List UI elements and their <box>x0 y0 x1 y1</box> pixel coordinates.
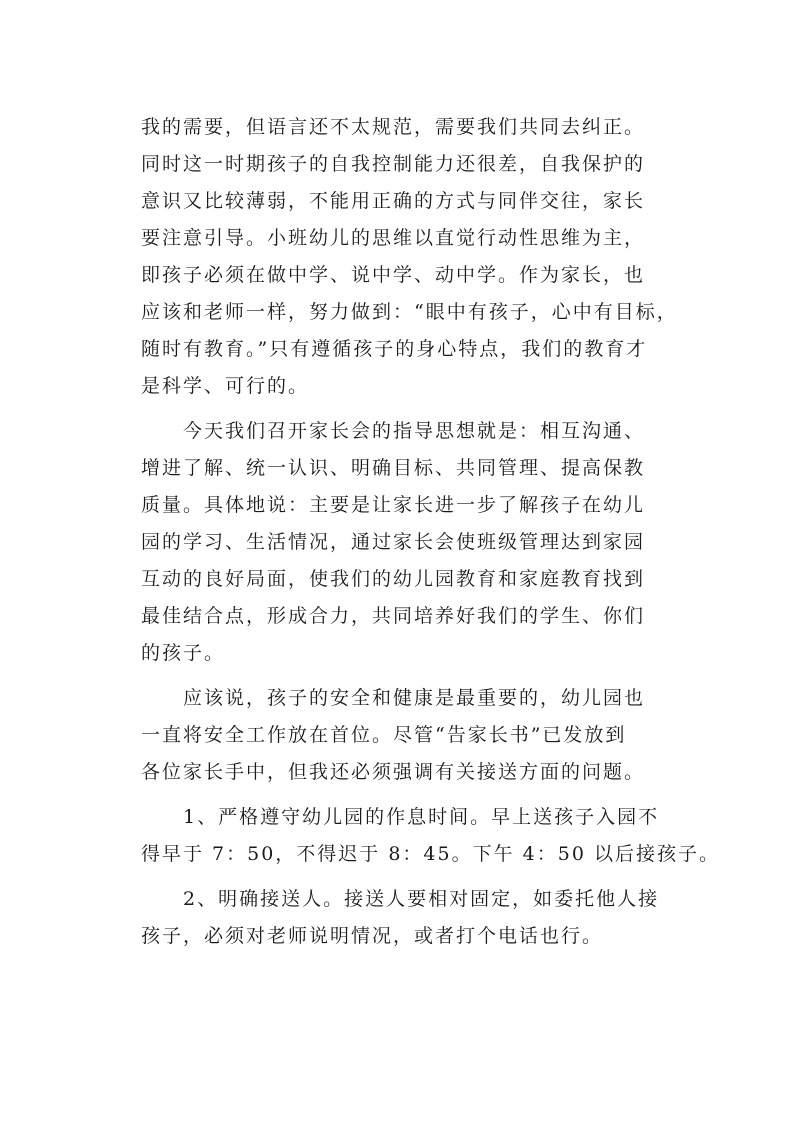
text-line: 一直将安全工作放在首位。尽管“告家长书”已发放到 <box>141 724 627 746</box>
text-line: 各位家长手中，但我还必须强调有关接送方面的问题。 <box>141 761 646 783</box>
text-line: 同时这一时期孩子的自我控制能力还很差，自我保护的 <box>141 153 646 175</box>
text-line: 1、严格遵守幼儿园的作息时间。早上送孩子入园不 <box>183 806 660 828</box>
text-line: 得早于 7：50，不得迟于 8：45。下午 4：50 以后接孩子。 <box>141 843 720 865</box>
text-line: 的孩子。 <box>141 642 226 664</box>
text-line: 增进了解、统一认识、明确目标、共同管理、提高保教 <box>141 457 646 479</box>
paragraph-spacing <box>141 672 661 680</box>
text-line: 要注意引导。小班幼儿的思维以直觉行动性思维为主， <box>141 227 646 249</box>
paragraph <box>141 413 661 672</box>
paragraph <box>141 881 661 955</box>
text-line: 孩子，必须对老师说明情况，或者打个电话也行。 <box>141 925 604 947</box>
paragraph <box>141 680 661 791</box>
text-line: 意识又比较薄弱，不能用正确的方式与同伴交往，家长 <box>141 190 646 212</box>
text-line: 今天我们召开家长会的指导思想就是：相互沟通、 <box>183 420 646 442</box>
text-line: 质量。具体地说：主要是让家长进一步了解孩子在幼儿 <box>141 494 646 516</box>
paragraph-spacing <box>141 873 661 881</box>
text-line: 应该和老师一样，努力做到：“眼中有孩子，心中有目标， <box>141 301 678 323</box>
document-body <box>141 109 720 955</box>
paragraph-spacing <box>141 405 661 413</box>
paragraph-spacing <box>141 791 661 799</box>
text-line: 互动的良好局面，使我们的幼儿园教育和家庭教育找到 <box>141 568 646 590</box>
text-line: 应该说，孩子的安全和健康是最重要的，幼儿园也 <box>183 687 646 709</box>
text-line: 是科学、可行的。 <box>141 375 310 397</box>
text-line: 随时有教育。”只有遵循孩子的身心特点，我们的教育才 <box>141 338 648 360</box>
paragraph <box>141 109 678 405</box>
text-line: 园的学习、生活情况，通过家长会使班级管理达到家园 <box>141 531 646 553</box>
text-line: 2、明确接送人。接送人要相对固定，如委托他人接 <box>183 888 660 910</box>
paragraph <box>141 799 720 873</box>
text-line: 即孩子必须在做中学、说中学、动中学。作为家长，也 <box>141 264 646 286</box>
text-line: 我的需要，但语言还不太规范，需要我们共同去纠正。 <box>141 116 646 138</box>
text-line: 最佳结合点，形成合力，共同培养好我们的学生、你们 <box>141 605 646 627</box>
